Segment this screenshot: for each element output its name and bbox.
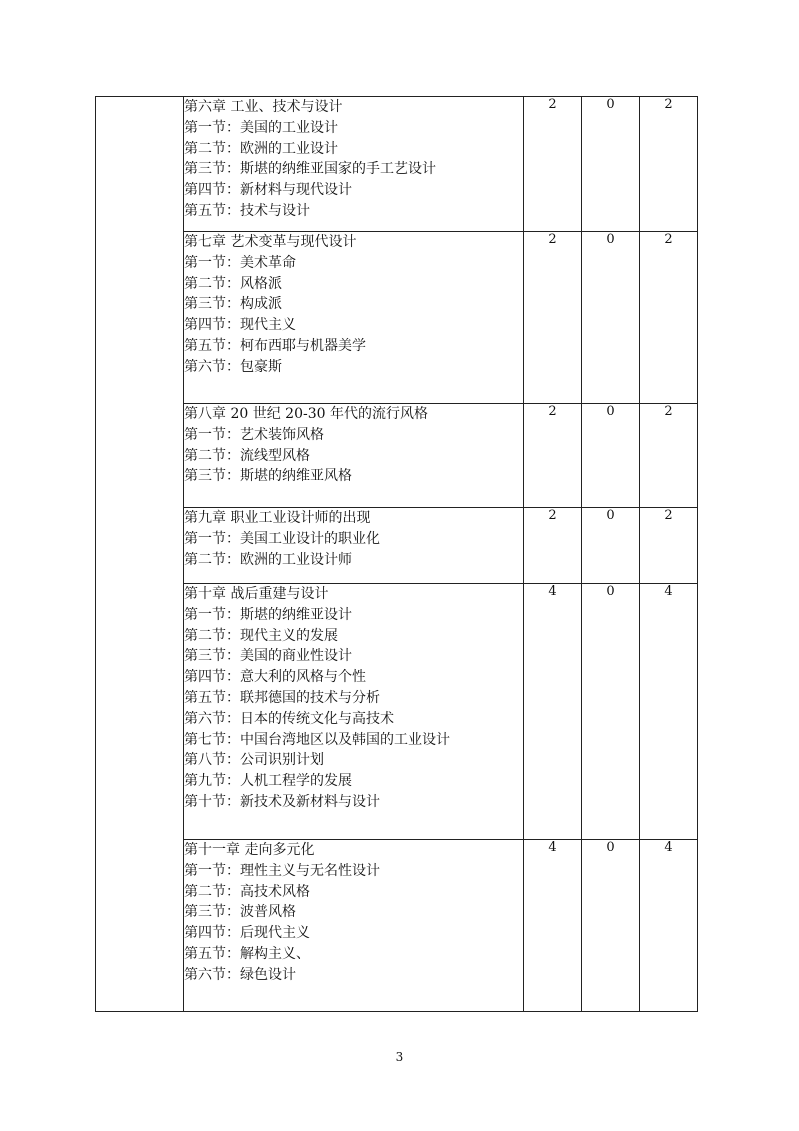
- chapter-content-cell: [184, 508, 524, 584]
- chapter-content-cell: [184, 584, 524, 840]
- hours-practice-cell: 0: [582, 97, 640, 232]
- page-number: 3: [395, 1050, 404, 1064]
- section-item: 第四节：新材料与现代设计: [184, 182, 352, 199]
- section-item: 第一节：美术革命: [184, 254, 296, 271]
- section-item: 第五节：柯布西耶与机器美学: [184, 337, 366, 354]
- section-item: 第二节：风格派: [184, 275, 282, 292]
- chapter-title: 第十一章 走向多元化: [184, 842, 315, 858]
- hours-total-cell: 2: [524, 508, 582, 584]
- chapter-title: 第八章 20 世纪 20-30 年代的流行风格: [184, 406, 428, 422]
- chapter-content-cell: [184, 404, 524, 508]
- section-item: 第三节：波普风格: [184, 904, 296, 921]
- section-item: 第二节：流线型风格: [184, 447, 310, 464]
- chapter-title: 第九章 职业工业设计师的出现: [184, 510, 371, 526]
- chapter-row: [96, 404, 698, 508]
- chapter-row: [96, 584, 698, 840]
- hours-theory-cell: 2: [640, 508, 698, 584]
- section-item: 第一节：理性主义与无名性设计: [184, 862, 380, 879]
- section-item: 第四节：意大利的风格与个性: [184, 669, 366, 686]
- hours-practice-cell: 0: [582, 232, 640, 404]
- section-item: 第六节：包豪斯: [184, 358, 282, 375]
- section-item: 第三节：斯堪的纳维亚国家的手工艺设计: [184, 161, 436, 178]
- hours-total-cell: 4: [524, 584, 582, 840]
- section-item: 第三节：构成派: [184, 296, 282, 313]
- chapter-content-cell: [184, 97, 524, 232]
- section-item: 第六节：绿色设计: [184, 966, 296, 983]
- section-item: 第六节：日本的传统文化与高技术: [184, 710, 394, 727]
- section-item: 第三节：斯堪的纳维亚风格: [184, 468, 352, 485]
- hours-total-cell: 2: [524, 97, 582, 232]
- hours-theory-cell: 4: [640, 840, 698, 1012]
- chapter-row: [96, 840, 698, 1012]
- chapter-row: [96, 232, 698, 404]
- section-item: 第二节：欧洲的工业设计: [184, 140, 338, 157]
- section-item: 第二节：现代主义的发展: [184, 627, 338, 644]
- section-item: 第五节：解构主义、: [184, 945, 310, 962]
- section-item: 第十节：新技术及新材料与设计: [184, 793, 380, 810]
- section-item: 第一节：艺术装饰风格: [184, 426, 324, 443]
- hours-practice-cell: 0: [582, 584, 640, 840]
- syllabus-table-body: [96, 97, 698, 1012]
- section-item: 第七节：中国台湾地区以及韩国的工业设计: [184, 731, 450, 748]
- section-item: 第一节：美国的工业设计: [184, 119, 338, 136]
- section-item: 第八节：公司识别计划: [184, 752, 324, 769]
- hours-theory-cell: 2: [640, 232, 698, 404]
- hours-practice-cell: 0: [582, 840, 640, 1012]
- hours-practice-cell: 0: [582, 508, 640, 584]
- section-item: 第一节：斯堪的纳维亚设计: [184, 606, 352, 623]
- hours-theory-cell: 2: [640, 97, 698, 232]
- section-item: 第五节：技术与设计: [184, 202, 310, 219]
- hours-total-cell: 2: [524, 404, 582, 508]
- hours-theory-cell: 4: [640, 584, 698, 840]
- hours-theory-cell: 2: [640, 404, 698, 508]
- section-item: 第一节：美国工业设计的职业化: [184, 530, 380, 547]
- section-item: 第二节：高技术风格: [184, 883, 310, 900]
- section-item: 第九节：人机工程学的发展: [184, 773, 352, 790]
- chapter-row: [96, 508, 698, 584]
- chapter-row: [96, 97, 698, 232]
- section-item: 第二节：欧洲的工业设计师: [184, 551, 352, 568]
- chapter-content-cell: [184, 840, 524, 1012]
- merged-blank-cell: [96, 97, 184, 1012]
- section-item: 第五节：联邦德国的技术与分析: [184, 689, 380, 706]
- chapter-title: 第六章 工业、技术与设计: [184, 99, 343, 115]
- section-item: 第四节：后现代主义: [184, 925, 310, 942]
- section-item: 第三节：美国的商业性设计: [184, 648, 352, 665]
- hours-practice-cell: 0: [582, 404, 640, 508]
- chapter-title: 第七章 艺术变革与现代设计: [184, 234, 357, 250]
- section-item: 第四节：现代主义: [184, 317, 296, 334]
- chapter-content-cell: [184, 232, 524, 404]
- syllabus-table: [95, 96, 698, 1012]
- chapter-title: 第十章 战后重建与设计: [184, 586, 329, 602]
- hours-total-cell: 4: [524, 840, 582, 1012]
- hours-total-cell: 2: [524, 232, 582, 404]
